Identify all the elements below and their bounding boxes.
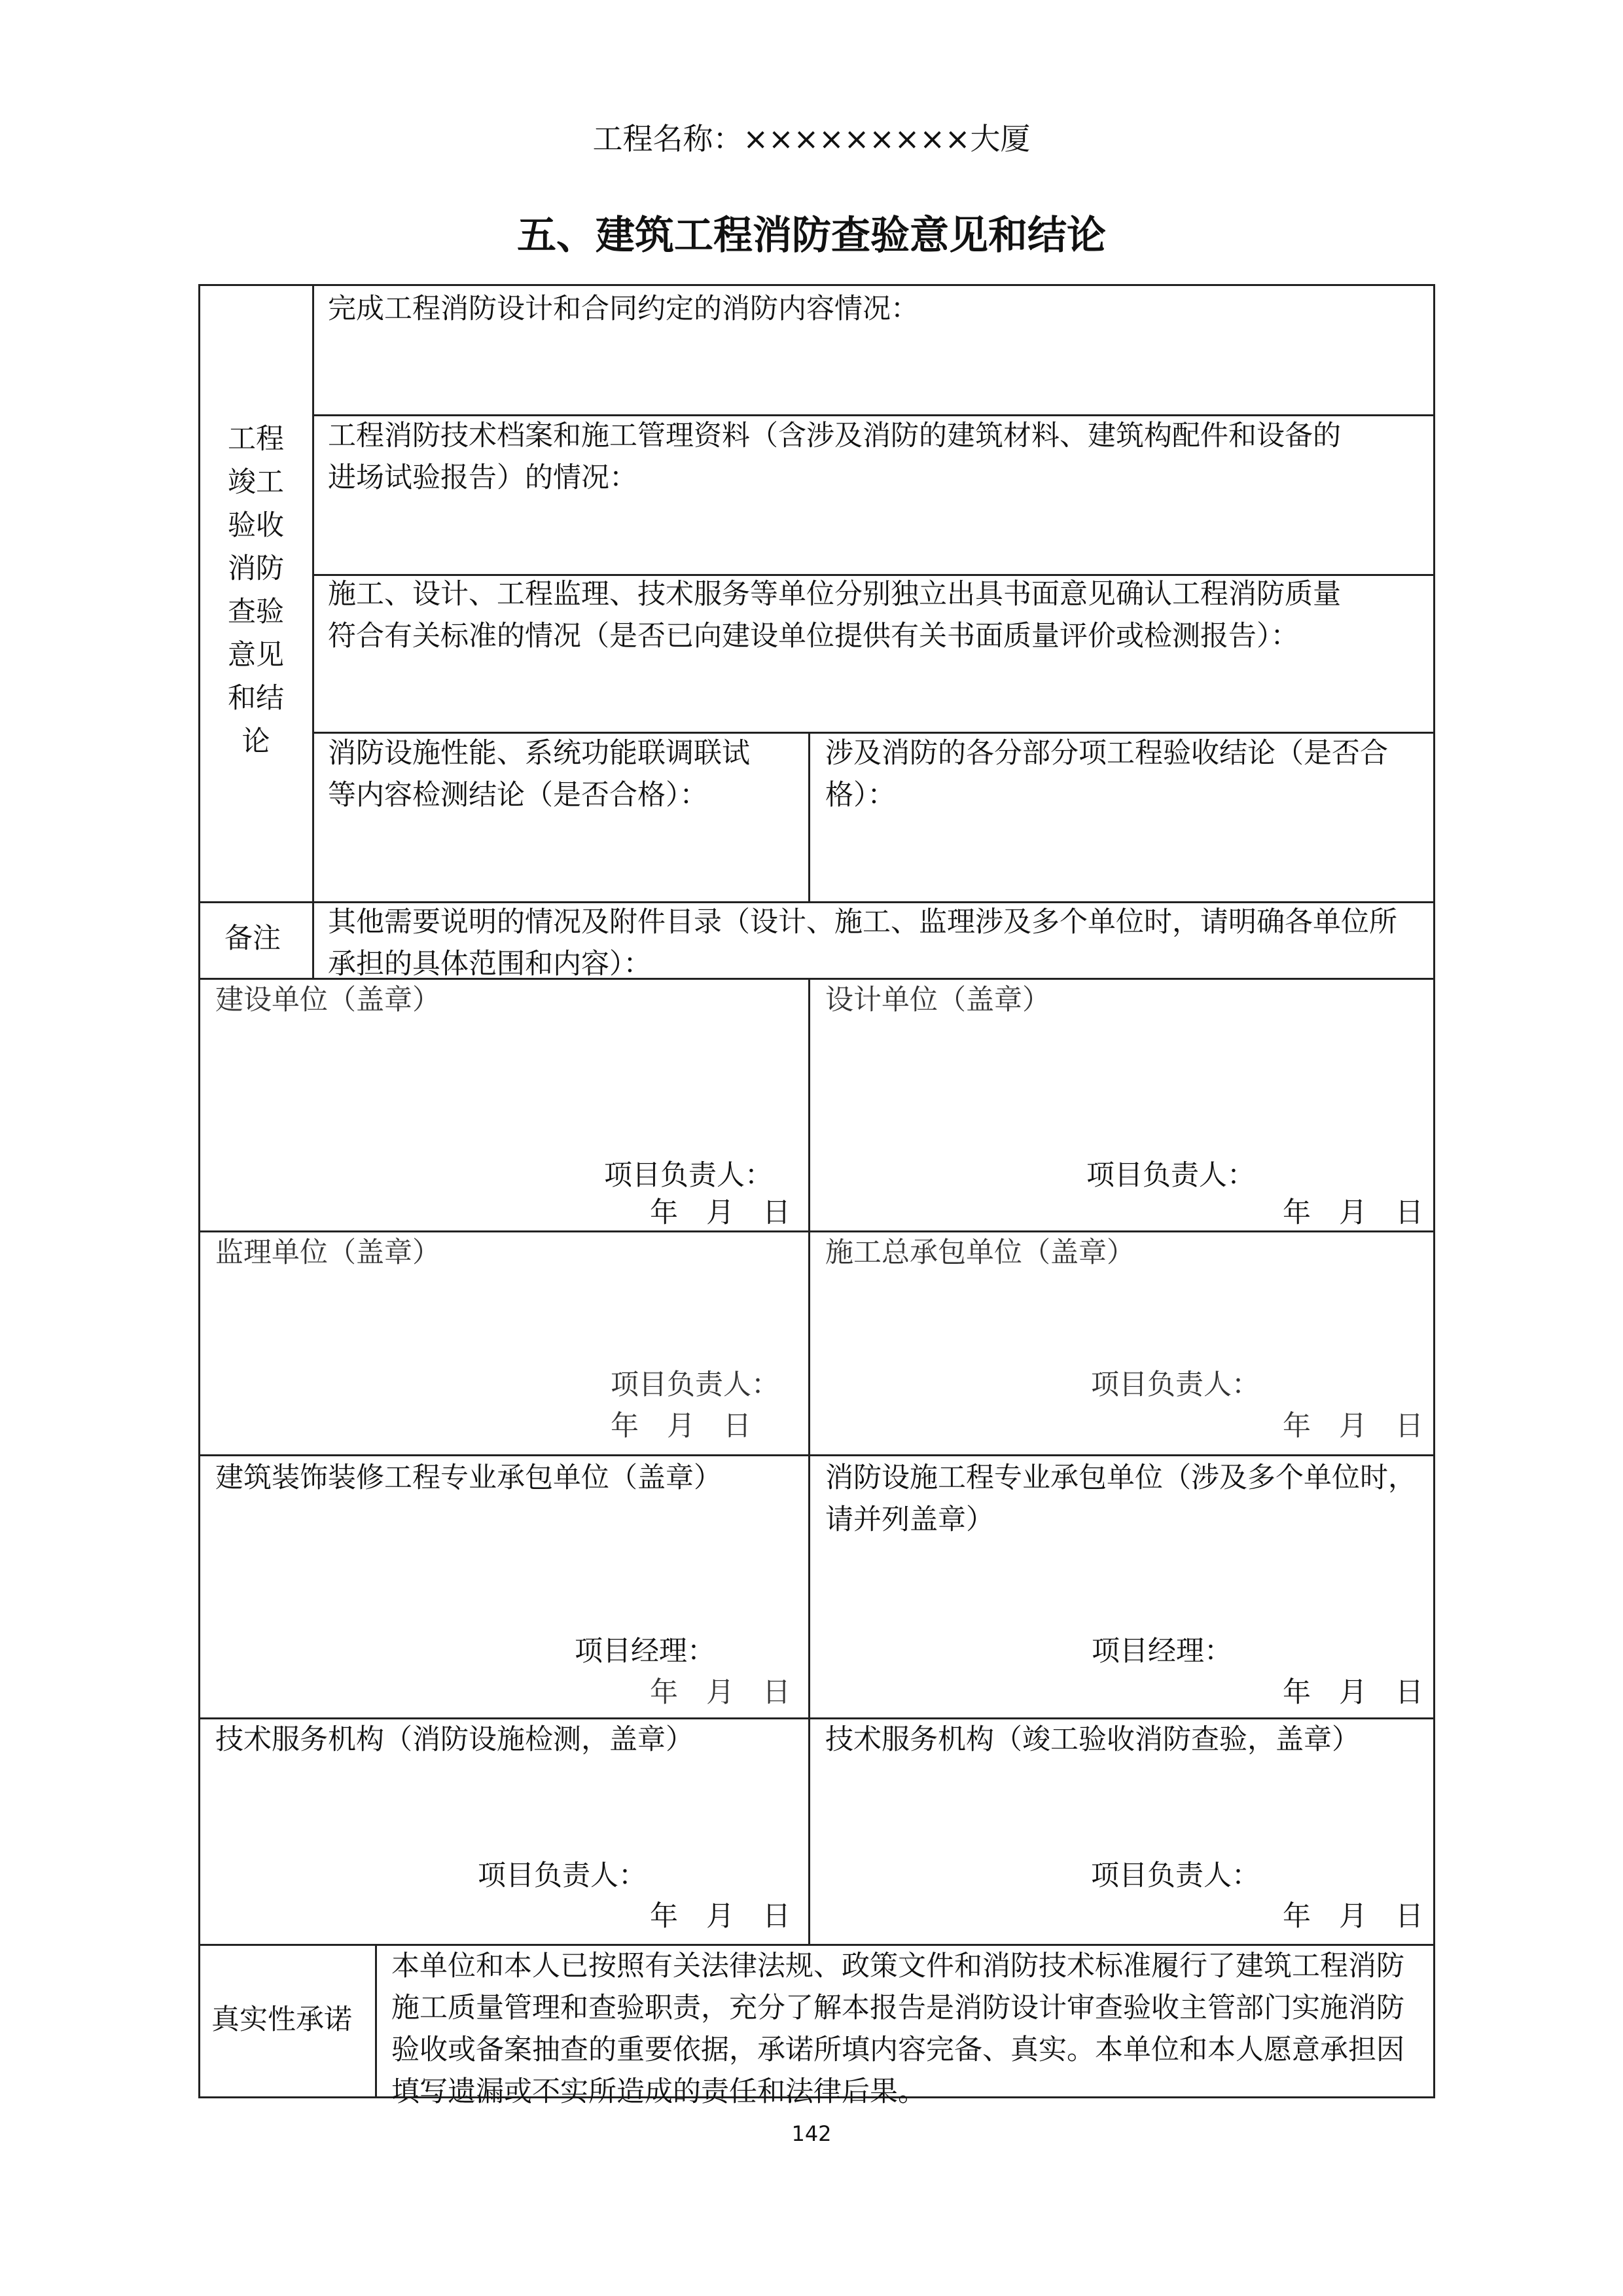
tech-service-inspection-person-label: 项目负责人： <box>1091 1859 1260 1892</box>
section-title: 五、建筑工程消防查验意见和结论 <box>517 213 1106 259</box>
owner-date: 年 月 日 <box>650 1196 791 1229</box>
table-border-top <box>198 284 1435 286</box>
tech-service-testing-person-label: 项目负责人： <box>478 1859 647 1892</box>
owner-person-label: 项目负责人： <box>604 1159 773 1192</box>
tech-service-testing-title: 技术服务机构（消防设施检测，盖章） <box>215 1723 694 1756</box>
commitment-text: 本单位和本人已按照有关法律法规、政策文件和消防技术标准履行了建筑工程消防 施工质量管理和查验职责，充分了解本报告是消防设计审查验收主管部门实施消防 验收或备案抽查的重要依据，承诺所填内容完备、真实。本单位和本人愿意承担因 填写遗漏或不实所造成的责任和法律后果。 <box>391 1950 1404 2108</box>
fire-contractor-person-label: 项目经理： <box>1092 1635 1232 1668</box>
decoration-contractor-title: 建筑装饰装修工程专业承包单位（盖章） <box>215 1462 722 1494</box>
decoration-contractor-date: 年 月 日 <box>650 1676 791 1709</box>
inspection-item-technical-archives: 工程消防技术档案和施工管理资料（含涉及消防的建筑材料、建筑构配件和设备的 进场试验报告）的情况： <box>328 420 1341 494</box>
owner-unit-title: 建设单位（盖章） <box>215 984 440 1016</box>
supervisor-unit-title: 监理单位（盖章） <box>215 1236 440 1269</box>
supervisor-person-label: 项目负责人： <box>611 1369 779 1401</box>
inspection-item-unit-opinions: 施工、设计、工程监理、技术服务等单位分别独立出具书面意见确认工程消防质量 符合有关标准的情况（是否已向建设单位提供有关书面质量评价或检测报告）： <box>328 578 1341 653</box>
remarks-label: 备注 <box>224 922 281 955</box>
inspection-item-design-contract: 完成工程消防设计和合同约定的消防内容情况： <box>328 293 919 325</box>
inspection-form-table <box>198 284 1435 2108</box>
fire-contractor-date: 年 月 日 <box>1283 1676 1423 1709</box>
page-number: 142 <box>791 2121 832 2146</box>
inspection-item-system-testing: 消防设施性能、系统功能联调联试 等内容检测结论（是否合格）： <box>328 737 750 812</box>
inspection-item-subproject-acceptance: 涉及消防的各分部分项工程验收结论（是否合 格）： <box>825 737 1388 812</box>
designer-date: 年 月 日 <box>1283 1196 1423 1229</box>
general-contractor-title: 施工总承包单位（盖章） <box>825 1236 1135 1269</box>
column-divider <box>808 978 810 1944</box>
supervisor-date: 年 月 日 <box>611 1410 751 1443</box>
general-contractor-person-label: 项目负责人： <box>1091 1369 1260 1401</box>
inspection-section-label: 工程 竣工 验收 消防 查验 意见 和结 论 <box>228 423 284 758</box>
column-divider <box>312 284 314 978</box>
general-contractor-date: 年 月 日 <box>1283 1410 1423 1443</box>
table-border-left <box>198 284 200 2098</box>
designer-person-label: 项目负责人： <box>1086 1159 1255 1192</box>
column-divider <box>808 732 810 901</box>
tech-service-inspection-title: 技术服务机构（竣工验收消防查验，盖章） <box>825 1723 1360 1756</box>
column-divider <box>375 1944 377 2098</box>
table-border-right <box>1433 284 1435 2098</box>
decoration-contractor-person-label: 项目经理： <box>575 1635 715 1668</box>
remarks-text: 其他需要说明的情况及附件目录（设计、施工、监理涉及多个单位时，请明确各单位所 承担的具体范围和内容）： <box>328 906 1397 980</box>
tech-service-testing-date: 年 月 日 <box>650 1900 791 1933</box>
tech-service-inspection-date: 年 月 日 <box>1283 1900 1423 1933</box>
designer-unit-title: 设计单位（盖章） <box>825 984 1050 1016</box>
fire-contractor-title: 消防设施工程专业承包单位（涉及多个单位时， 请并列盖章） <box>825 1462 1416 1536</box>
commitment-label: 真实性承诺 <box>211 2003 352 2036</box>
row-divider <box>198 1454 1435 1456</box>
project-name: 工程名称：×××××××××大厦 <box>592 121 1031 156</box>
